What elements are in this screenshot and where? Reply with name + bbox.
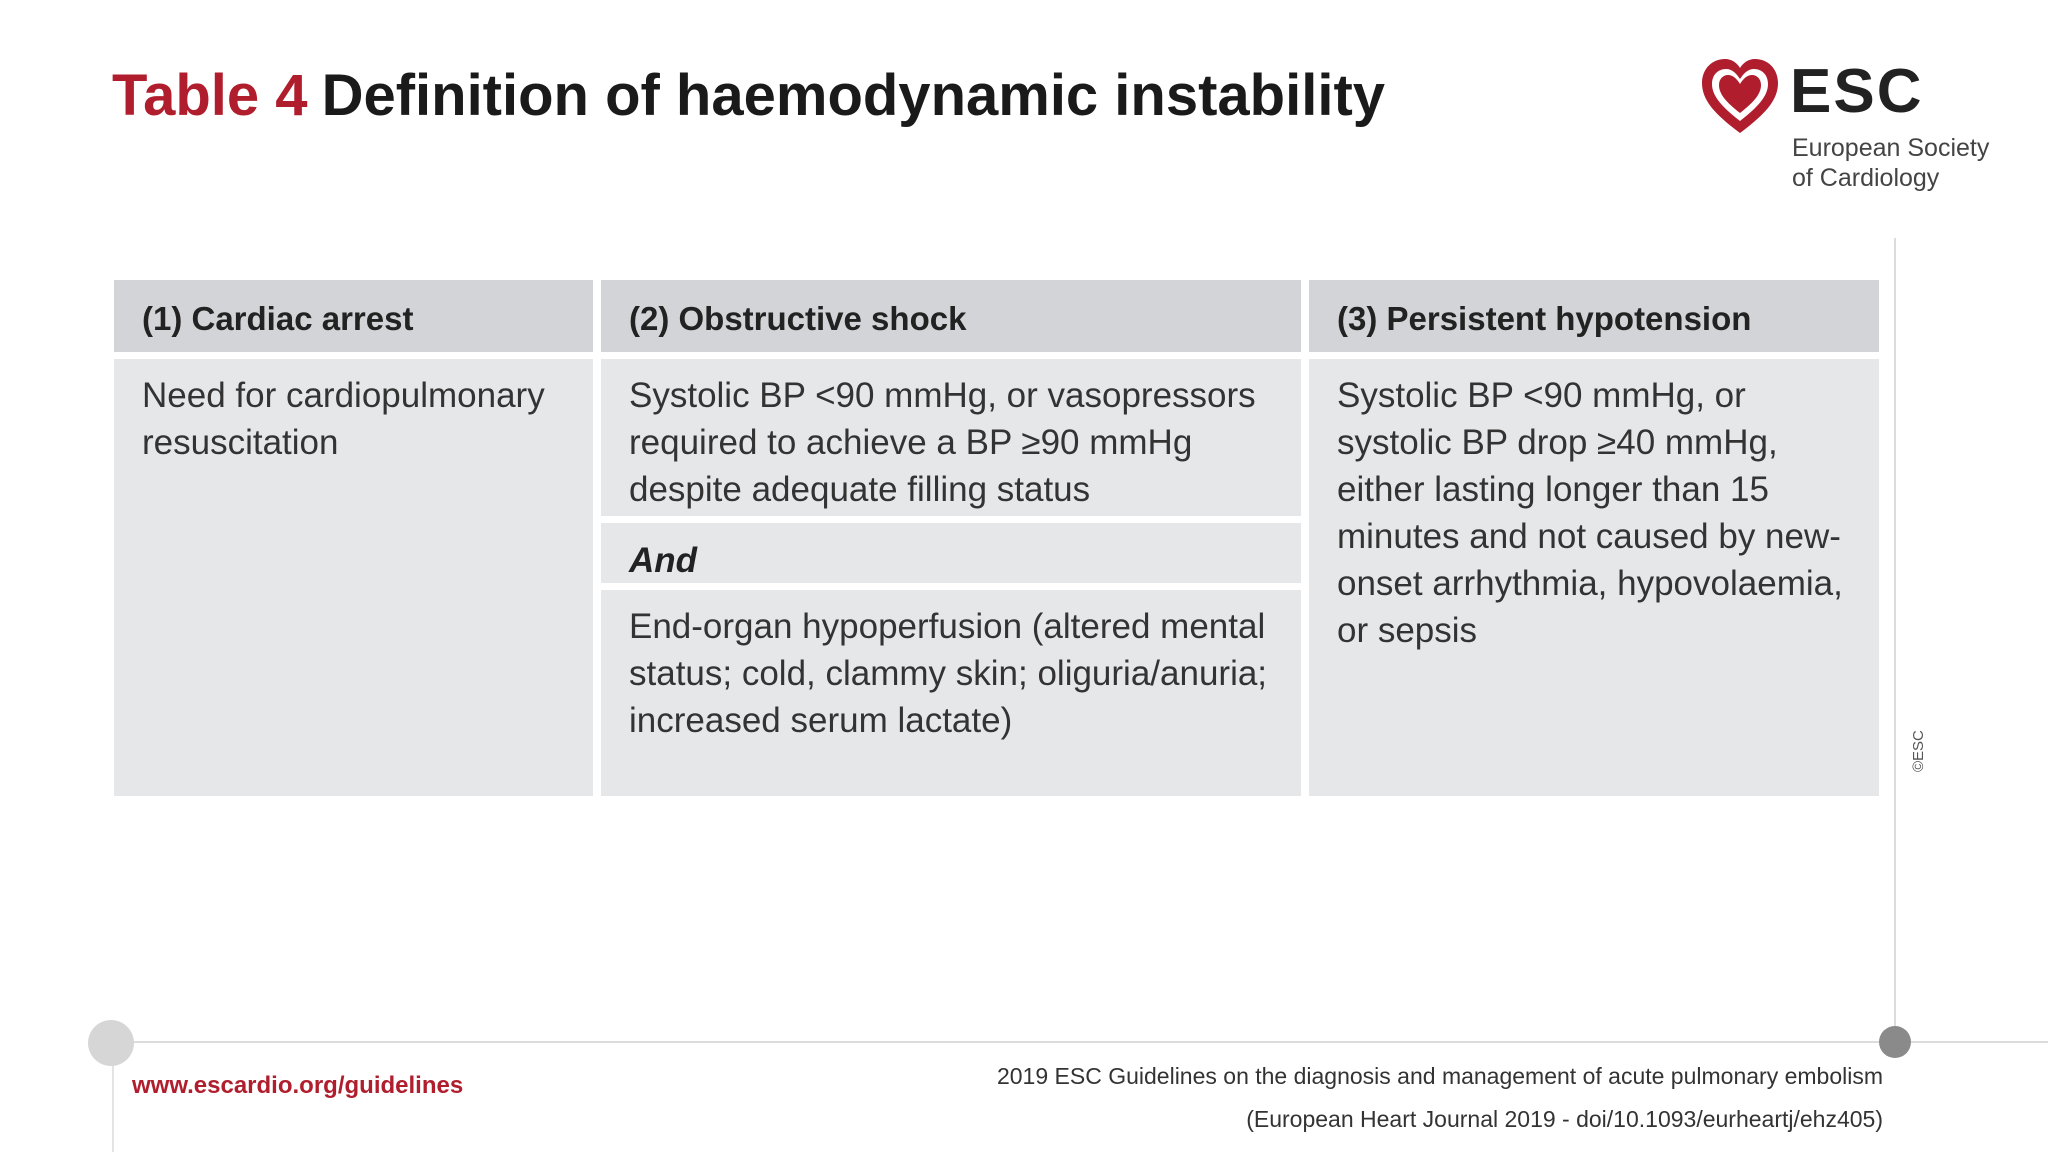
website-link[interactable]: www.escardio.org/guidelines	[132, 1072, 464, 1099]
table-column-obstructive-shock	[601, 280, 1301, 796]
table-cell: Systolic BP <90 mmHg, or vasopressors required to achieve a BP ≥90 mmHg despite adequate filling status	[601, 359, 1301, 516]
table-cell: Systolic BP <90 mmHg, or systolic BP drop ≥40 mmHg, either lasting longer than 15 minutes and not caused by new-onset arrhythmia, hypovolaemia, or sepsis	[1309, 359, 1879, 796]
citation-line-2: (European Heart Journal 2019 - doi/10.1093/eurheartj/ehz405)	[1246, 1106, 1883, 1132]
heart-icon	[1698, 55, 1782, 139]
column-header: (2) Obstructive shock	[601, 280, 1301, 352]
copyright-label: ©ESC	[1910, 730, 1927, 772]
slide-title	[112, 62, 1385, 129]
logo-subtitle	[1792, 133, 2012, 193]
column-header: (3) Persistent hypotension	[1309, 280, 1879, 352]
and-cell: And	[601, 523, 1301, 583]
divider-vertical	[1894, 238, 1896, 1040]
divider-horizontal	[112, 1041, 2048, 1043]
table-cell: Need for cardiopulmonary resuscitation	[114, 359, 593, 796]
table-column-persistent-hypotension	[1309, 280, 1879, 796]
timeline-dot-left	[88, 1020, 134, 1066]
logo-line-2: of Cardiology	[1792, 164, 1940, 192]
citation-line-1: 2019 ESC Guidelines on the diagnosis and management of acute pulmonary embolism	[996, 1063, 1883, 1089]
table-cell: End-organ hypoperfusion (altered mental status; cold, clammy skin; oliguria/anuria; increased serum lactate)	[601, 590, 1301, 796]
logo-name: ESC	[1790, 57, 1924, 126]
citation	[997, 1055, 1883, 1141]
esc-logo	[1698, 55, 2008, 205]
timeline-dot-right	[1879, 1026, 1911, 1058]
logo-line-1: European Society	[1792, 134, 1990, 162]
table-column-cardiac-arrest	[114, 280, 593, 796]
column-header: (1) Cardiac arrest	[114, 280, 593, 352]
table-number: Table 4	[112, 63, 308, 128]
title-text: Definition of haemodynamic instability	[321, 63, 1386, 128]
